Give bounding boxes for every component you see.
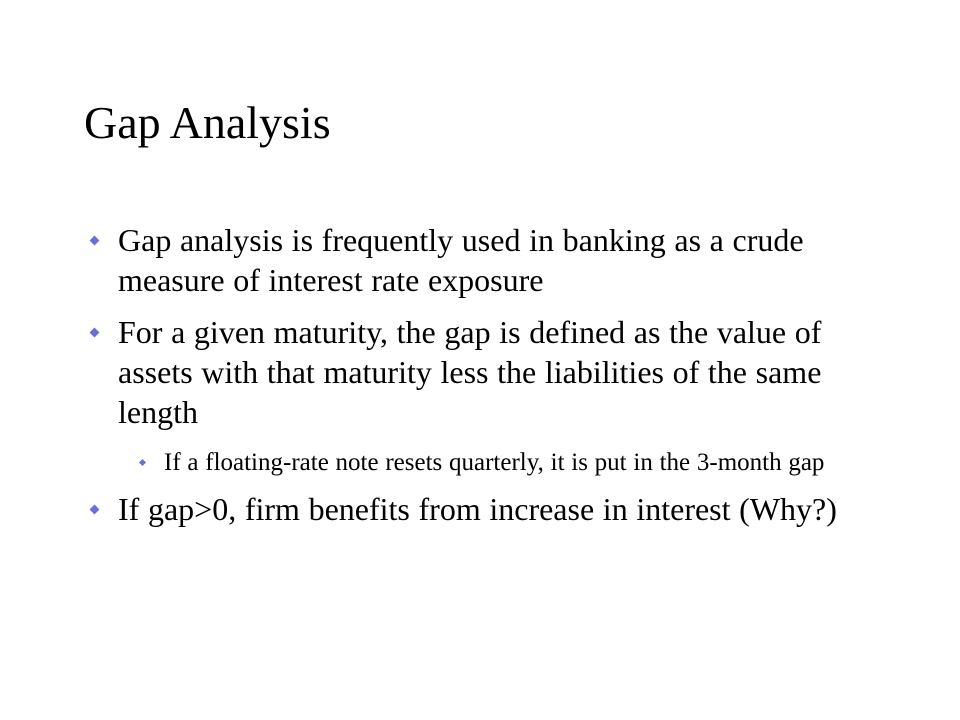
bullet-text: Gap analysis is frequently used in banking as a crude measure of interest rate exposure — [118, 222, 804, 298]
diamond-bullet-icon — [90, 236, 100, 246]
bullet-text: For a given maturity, the gap is defined as the value of assets with that maturity less the liabilities of the same length — [118, 314, 822, 430]
bullet-item — [84, 220, 884, 300]
diamond-bullet-icon — [90, 505, 100, 515]
slide-title: Gap Analysis — [84, 97, 331, 148]
sub-bullet-item — [84, 446, 884, 479]
bullet-list — [84, 220, 884, 529]
bullet-text: If a floating-rate note resets quarterly, it is put in the 3-month gap — [164, 449, 825, 476]
diamond-bullet-icon — [139, 459, 146, 466]
bullet-item — [84, 312, 884, 432]
bullet-item — [84, 489, 884, 529]
diamond-bullet-icon — [90, 328, 100, 338]
bullet-text: If gap>0, firm benefits from increase in interest (Why?) — [118, 491, 837, 527]
